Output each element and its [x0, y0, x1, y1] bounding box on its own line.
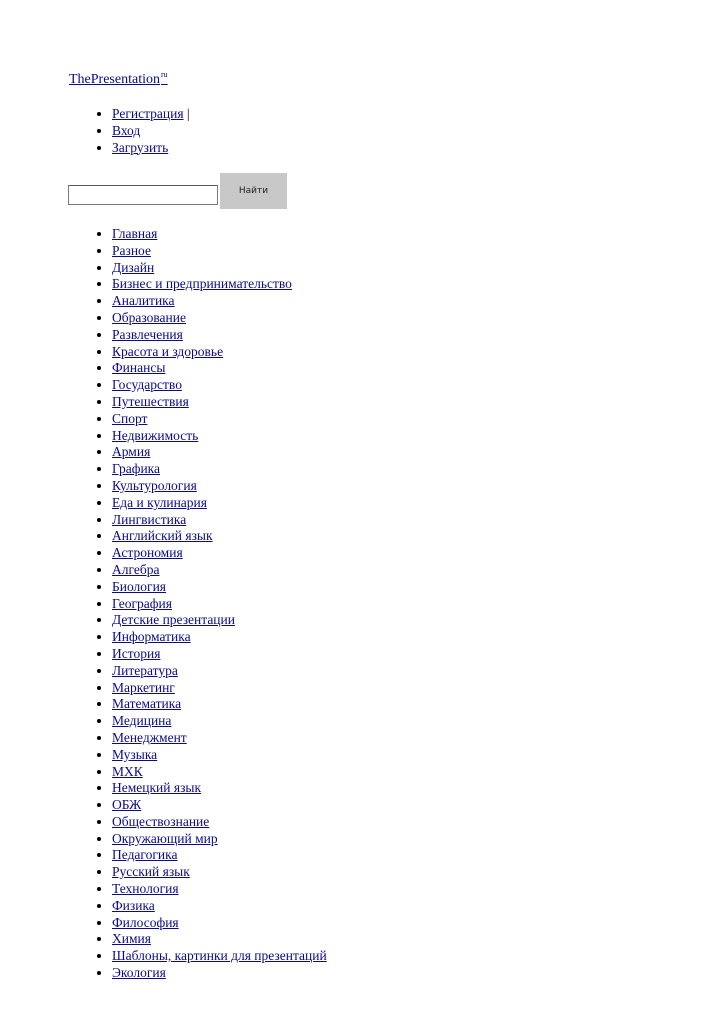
category-link[interactable]: Технология — [112, 881, 179, 897]
category-link[interactable]: Культурология — [112, 477, 197, 493]
category-item — [112, 579, 327, 596]
category-link[interactable]: Спорт — [112, 410, 148, 426]
category-item — [112, 562, 327, 579]
category-item — [112, 377, 327, 394]
category-link[interactable]: Графика — [112, 461, 161, 477]
category-item — [112, 730, 327, 747]
category-link[interactable]: Финансы — [112, 360, 166, 376]
category-link[interactable]: Биология — [112, 578, 167, 594]
category-link[interactable]: Шаблоны, картинки для презентаций — [112, 948, 327, 964]
category-item — [112, 898, 327, 915]
category-item — [112, 831, 327, 848]
category-link[interactable]: Развлечения — [112, 326, 183, 342]
category-item — [112, 915, 327, 932]
category-link[interactable]: Красота и здоровье — [112, 343, 224, 359]
category-item — [112, 646, 327, 663]
category-link[interactable]: Разное — [112, 242, 151, 258]
category-link[interactable]: Информатика — [112, 629, 191, 645]
category-link[interactable]: Аналитика — [112, 293, 175, 309]
logo-text: ThePresentation — [69, 72, 160, 87]
category-link[interactable]: Обществознание — [112, 813, 210, 829]
auth-item-upload — [112, 140, 190, 157]
category-item — [112, 747, 327, 764]
category-item — [112, 344, 327, 361]
category-link[interactable]: Бизнес и предпринимательство — [112, 276, 292, 292]
category-link[interactable]: Литература — [112, 662, 178, 678]
category-item — [112, 310, 327, 327]
logo-superscript: ru — [160, 70, 168, 79]
category-item — [112, 629, 327, 646]
auth-menu — [0, 106, 190, 156]
category-item — [112, 780, 327, 797]
auth-item-register — [112, 106, 190, 123]
category-item — [112, 528, 327, 545]
category-link[interactable]: Дизайн — [112, 259, 155, 275]
category-link[interactable]: Философия — [112, 914, 179, 930]
category-item — [112, 444, 327, 461]
category-item — [112, 797, 327, 814]
category-link[interactable]: Лингвистика — [112, 511, 187, 527]
category-item — [112, 663, 327, 680]
upload-link[interactable]: Загрузить — [112, 139, 169, 155]
category-link[interactable]: Главная — [112, 226, 158, 241]
category-item — [112, 814, 327, 831]
category-link[interactable]: Образование — [112, 309, 186, 325]
category-item — [112, 394, 327, 411]
category-link[interactable]: Экология — [112, 965, 166, 981]
category-link[interactable]: Астрономия — [112, 545, 183, 561]
category-link[interactable]: Менеджмент — [112, 729, 187, 745]
category-link[interactable]: ОБЖ — [112, 797, 142, 813]
category-item — [112, 276, 327, 293]
category-link[interactable]: Государство — [112, 377, 182, 393]
category-link[interactable]: География — [112, 595, 172, 611]
category-item — [112, 293, 327, 310]
site-logo-link[interactable] — [69, 71, 168, 89]
category-link[interactable]: Педагогика — [112, 847, 178, 863]
category-item — [112, 965, 327, 982]
category-item — [112, 243, 327, 260]
category-link[interactable]: МХК — [112, 763, 143, 779]
auth-separator: | — [183, 106, 190, 121]
category-item — [112, 881, 327, 898]
category-item — [112, 428, 327, 445]
category-item — [112, 260, 327, 277]
category-link[interactable]: Химия — [112, 931, 151, 947]
category-link[interactable]: Алгебра — [112, 561, 160, 577]
category-menu — [0, 226, 327, 982]
category-link[interactable]: Детские презентации — [112, 612, 235, 628]
category-item — [112, 847, 327, 864]
category-link[interactable]: Немецкий язык — [112, 780, 202, 796]
category-item — [112, 360, 327, 377]
category-item — [112, 545, 327, 562]
category-link[interactable]: Английский язык — [112, 528, 213, 544]
category-item — [112, 612, 327, 629]
auth-item-login — [112, 123, 190, 140]
category-link[interactable]: Медицина — [112, 713, 172, 729]
category-item — [112, 764, 327, 781]
category-item — [112, 596, 327, 613]
login-link[interactable]: Вход — [112, 122, 141, 138]
category-item — [112, 512, 327, 529]
category-link[interactable]: Армия — [112, 444, 151, 460]
category-link[interactable]: Русский язык — [112, 864, 190, 880]
category-item — [112, 696, 327, 713]
category-item — [112, 864, 327, 881]
category-link[interactable]: Недвижимость — [112, 427, 199, 443]
category-item — [112, 327, 327, 344]
category-item — [112, 713, 327, 730]
category-link[interactable]: Физика — [112, 897, 155, 913]
category-link[interactable]: Еда и кулинария — [112, 494, 207, 510]
category-link[interactable]: История — [112, 645, 161, 661]
category-link[interactable]: Математика — [112, 696, 182, 712]
search-input[interactable] — [68, 185, 218, 205]
category-link[interactable]: Музыка — [112, 746, 158, 762]
category-item — [112, 411, 327, 428]
category-item — [112, 495, 327, 512]
category-item — [112, 948, 327, 965]
category-link[interactable]: Маркетинг — [112, 679, 175, 695]
category-link[interactable]: Окружающий мир — [112, 830, 218, 846]
search-button[interactable]: Найти — [220, 173, 287, 209]
category-item — [112, 461, 327, 478]
category-item — [112, 226, 327, 243]
category-item — [112, 931, 327, 948]
category-link[interactable]: Путешествия — [112, 393, 189, 409]
category-item — [112, 680, 327, 697]
register-link[interactable]: Регистрация — [112, 106, 184, 121]
category-item — [112, 478, 327, 495]
